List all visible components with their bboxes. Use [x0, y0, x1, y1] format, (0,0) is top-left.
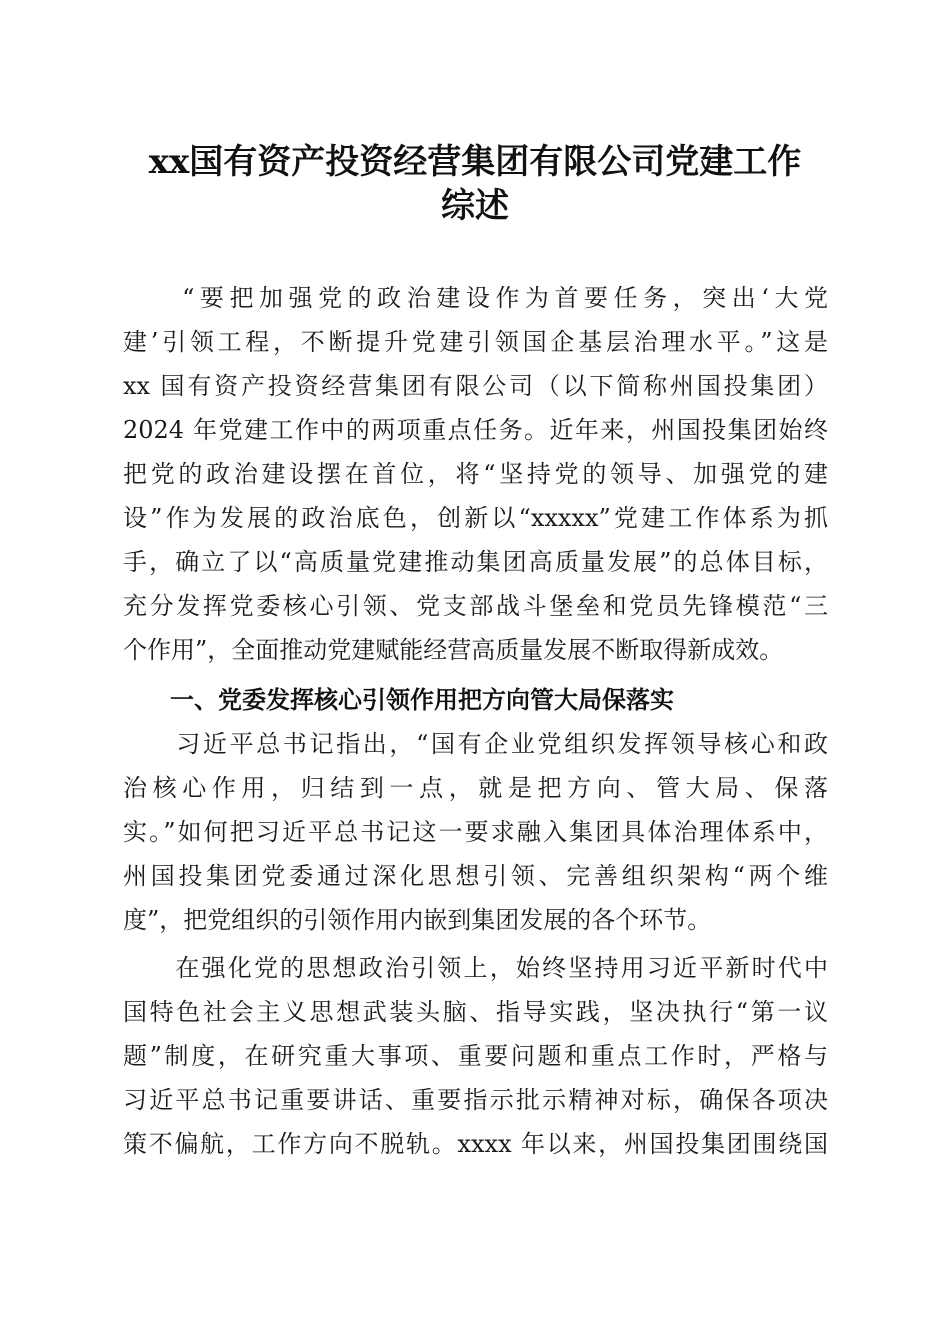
paragraph-intro	[123, 276, 828, 672]
text-line: 建’引领工程，不断提升党建引领国企基层治理水平。”这是	[123, 328, 828, 356]
text-line: 州国投集团党委通过深化思想引领、完善组织架构“两个维	[123, 862, 828, 890]
paragraph-section1-a	[123, 722, 828, 942]
text-line: “要把加强党的政治建设作为首要任务，突出‘大党	[123, 284, 828, 312]
text-line: 手，确立了以“高质量党建推动集团高质量发展”的总体目标，	[123, 548, 828, 576]
text-line: 治核心作用，归结到一点，就是把方向、管大局、保落	[123, 774, 828, 802]
text-line: 题”制度，在研究重大事项、重要问题和重点工作时，严格与	[123, 1042, 828, 1070]
text-line: 设”作为发展的政治底色，创新以“xxxxx”党建工作体系为抓	[123, 504, 828, 532]
text-line: 在强化党的思想政治引领上，始终坚持用习近平新时代中	[123, 954, 828, 982]
title-line-2: 综述	[441, 186, 509, 226]
section-heading-1: 一、党委发挥核心引领作用把方向管大局保落实	[170, 686, 674, 714]
text-line: xx 国有资产投资经营集团有限公司（以下简称州国投集团）	[123, 372, 828, 400]
text-line: 策不偏航，工作方向不脱轨。xxxx 年以来，州国投集团围绕国	[123, 1130, 828, 1158]
text-line: 习近平总书记重要讲话、重要指示批示精神对标，确保各项决	[123, 1086, 828, 1114]
text-line: 个作用”，全面推动党建赋能经营高质量发展不断取得新成效。	[123, 636, 784, 664]
document-title	[100, 140, 850, 228]
title-line-1: xx国有资产投资经营集团有限公司党建工作	[148, 142, 802, 182]
text-line: 习近平总书记指出，“国有企业党组织发挥领导核心和政	[123, 730, 828, 758]
text-line: 度”，把党组织的引领作用内嵌到集团发展的各个环节。	[123, 906, 712, 934]
text-line: 2024 年党建工作中的两项重点任务。近年来，州国投集团始终	[123, 416, 828, 444]
paragraph-section1-b	[123, 946, 828, 1166]
text-line: 国特色社会主义思想武装头脑、指导实践，坚决执行“第一议	[123, 998, 828, 1026]
text-line: 实。”如何把习近平总书记这一要求融入集团具体治理体系中，	[123, 818, 828, 846]
text-line: 把党的政治建设摆在首位，将“坚持党的领导、加强党的建	[123, 460, 828, 488]
text-line: 充分发挥党委核心引领、党支部战斗堡垒和党员先锋模范“三	[123, 592, 828, 620]
